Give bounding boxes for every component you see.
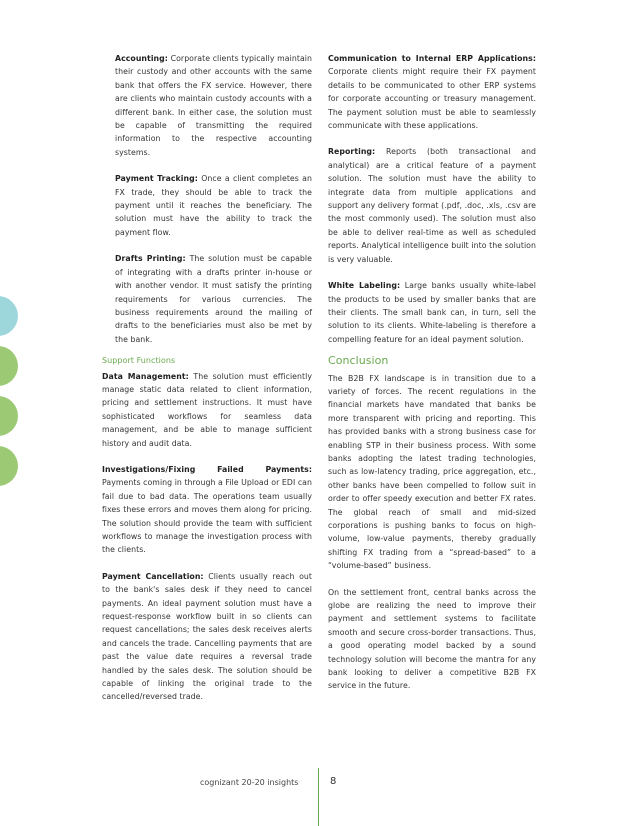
payment-tracking-text: Once a client completes an FX trade, they should be able to track the payment until it reaches the beneficiary. The solution must have the ability to track the payment flow.	[115, 174, 312, 237]
conclusion-heading: Conclusion	[328, 354, 389, 368]
investigations-term: Investigations/Fixing Failed Payments:	[102, 464, 312, 474]
conclusion-paragraph-2: On the settlement front, central banks across the globe are realizing the need to improve their payment and settlement systems to facilitate smooth and secure cross-border transactions. Thus, a good operating model backed by a sound technology solution will become the mantra for any bank looking to deliver a competitive B2B FX service in the future.	[328, 587, 536, 691]
drafts-printing-text: The solution must be capable of integrating with a drafts printer in-house or with another vendor. It must satisfy the printing requirements for various currencies. The business requirements around the mailing of drafts to the beneficiaries must also be met by the bank.	[115, 254, 312, 344]
payment-cancellation-paragraph	[102, 570, 312, 704]
decor-circle-3	[0, 396, 18, 436]
investigations-text: Payments coming in through a File Upload or EDI can fail due to bad data. The operations team usually fixes these errors and moves them along for pricing. The solution should provide the team with sufficient workflows to manage the investigation process with the clients.	[102, 478, 312, 555]
left-column	[102, 52, 312, 717]
decor-circle-4	[0, 446, 18, 486]
data-management-term: Data Management:	[102, 371, 189, 381]
payment-tracking-term: Payment Tracking:	[115, 174, 198, 184]
accounting-term: Accounting:	[115, 54, 168, 63]
erp-term: Communication to Internal ERP Applications:	[328, 54, 536, 63]
decor-circle-1	[0, 296, 18, 336]
drafts-printing-paragraph	[102, 252, 312, 346]
publication-name: cognizant 20-20 insights	[200, 778, 299, 787]
investigations-paragraph	[102, 463, 312, 557]
data-management-paragraph	[102, 370, 312, 450]
page-number: 8	[330, 776, 337, 787]
support-functions-heading: Support Functions	[102, 356, 176, 366]
erp-paragraph	[328, 52, 536, 132]
accounting-text: Corporate clients typically maintain their custody and other accounts with the same bank that offers the FX service. However, there are clients who maintain custody accounts with a different bank. In either case, the solution must be capable of transmitting the required information to the respective accounting systems.	[115, 54, 312, 157]
reporting-paragraph	[328, 145, 536, 266]
white-labeling-paragraph	[328, 279, 536, 346]
reporting-term: Reporting:	[328, 147, 376, 157]
conclusion-paragraph-1: The B2B FX landscape is in transition due to a variety of forces. The recent regulations in the financial markets have mandated that banks be more transparent with pricing and reporting. This has provided banks with a strong business case for enabling STP in their business process. With some banks adopting the latest trading technologies, such as low-latency trading, price aggregation, etc., other banks have been compelled to follow suit in order to offer speedy execution and better FX rates. The global reach of small and mid-sized corporations is pushing banks to focus on high-volume, low-value payments, thereby gradually shifting FX trading from a “spread-based” to a “volume-based” business.	[328, 373, 536, 571]
payment-tracking-paragraph	[102, 172, 312, 239]
drafts-printing-term: Drafts Printing:	[115, 254, 186, 264]
payment-cancellation-text: Clients usually reach out to the bank's sales desk if they need to cancel payments. An ideal payment solution must have a request-response workflow built in so clients can request cancellations; the sales desk receives alerts and cancels the trade. Cancelling payments that are past the value date requires a reversal trade handled by the sales desk. The solution should be capable of linking the original trade to the cancelled/reversed trade.	[102, 571, 312, 702]
erp-text: Corporate clients might require their FX payment details to be communicated to other ERP systems for corporate accounting or treasury management. The payment solution must be able to seamlessly communicate with these applications.	[328, 67, 536, 131]
decor-circle-2	[0, 346, 18, 386]
reporting-text: Reports (both transactional and analytical) are a critical feature of a payment solution. The solution must have the ability to integrate data from multiple applications and support any delivery format (.pdf, .doc, .xls, .csv are the most commonly used). The solution must also be able to deliver real-time as well as scheduled reports. Analytical intelligence built into the solution is very valuable.	[328, 147, 536, 264]
right-column	[328, 52, 536, 706]
white-labeling-term: White Labeling:	[328, 281, 401, 291]
accounting-paragraph	[102, 52, 312, 159]
white-labeling-text: Large banks usually white-label the products to be used by smaller banks that are their clients. The small bank can, in turn, sell the solution to its clients. White-labeling is therefore a compelling feature for an ideal payment solution.	[328, 281, 536, 344]
payment-cancellation-term: Payment Cancellation:	[102, 571, 204, 581]
data-management-text: The solution must efficiently manage static data related to client information, pricing and settlement instructions. It must have sophisticated workflows for seamless data management, and be able to manage sufficient history and audit data.	[102, 371, 312, 448]
footer-divider	[318, 768, 319, 826]
